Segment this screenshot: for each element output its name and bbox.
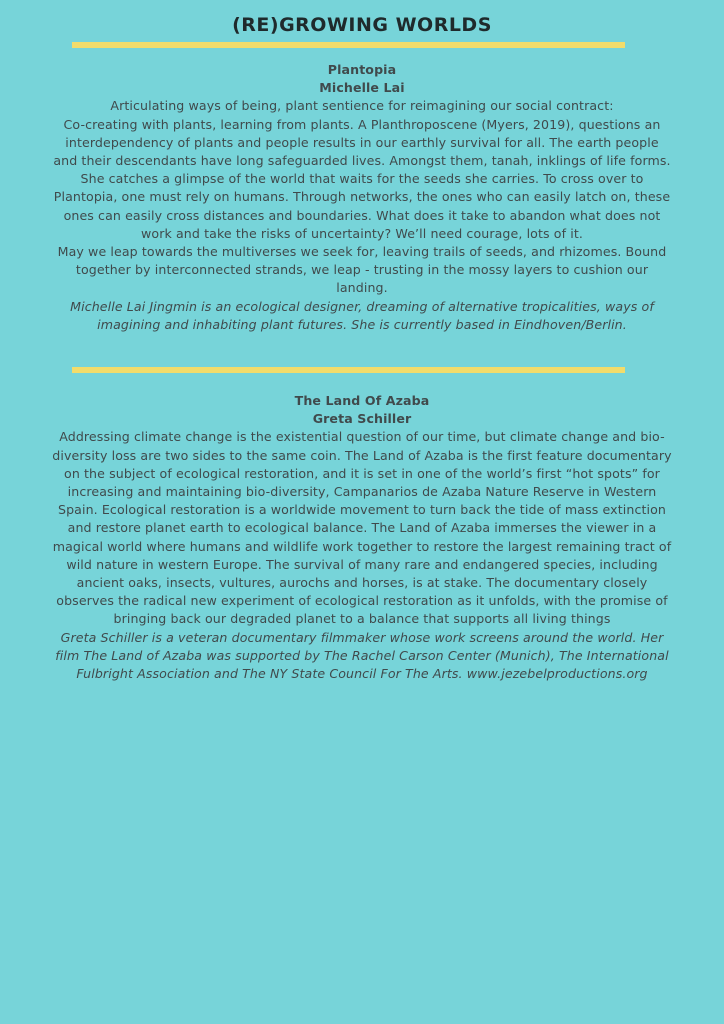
section-author: Greta Schiller	[312, 411, 412, 427]
section-paragraph: May we leap towards the multiverses we seek for, leaving trails of seeds, and rhizomes. Bound together by interconnected strands, we leap - trusting in the mossy layers to cushion our landing.	[57, 244, 667, 296]
section-plantopia	[52, 61, 672, 334]
section-land-of-azaba	[52, 392, 672, 683]
section-paragraph: Co-creating with plants, learning from plants. A Planthroposcene (Myers, 2019), questions an interdependency of plants and people results in our earthly survival for all. The earth people and their descendants have long safeguarded lives. Amongst them, tanah, inklings of life forms.	[53, 116, 671, 169]
section-author: Michelle Lai	[319, 80, 405, 96]
section-paragraph: She catches a glimpse of the world that waits for the seeds she carries. To cross over to Plantopia, one must rely on humans. Through networks, the ones who can easily latch on, these ones can easily cross distances and boundaries. What does it take to abandon what does not work and take the risks of uncertainty? We’ll need courage, lots of it.	[53, 171, 671, 241]
section-title: Plantopia	[327, 62, 397, 77]
author-bio: Greta Schiller is a veteran documentary filmmaker whose work screens around the world. Her film The Land of Azaba was supported by The Rachel Carson Center (Munich), The International Fulbright Association and The NY State Council For The Arts. www.jezebelproductions.org	[55, 629, 669, 682]
section-title: The Land Of Azaba	[294, 393, 430, 408]
page-title: (RE)GROWING WORLDS	[232, 14, 492, 36]
author-bio: Michelle Lai Jingmin is an ecological designer, dreaming of alternative tropicalities, ways of imagining and inhabiting plant futures. She is currently based in Eindhoven/Berlin.	[70, 298, 654, 332]
section-paragraph: Addressing climate change is the existential question of our time, but climate change and bio-diversity loss are two sides to the same coin. The Land of Azaba is the first feature documentary on the subject of ecological restoration, and it is set in one of the world’s first “hot spots” for increasing and maintaining bio-diversity, Campanarios de Azaba Nature Reserve in Western Spain. Ecological restoration is a worldwide movement to turn back the tide of mass extinction and restore planet earth to ecological balance. The Land of Azaba immerses the viewer in a magical world where humans and wildlife work together to restore the largest remaining tract of wild nature in western Europe. The survival of many rare and endangered species, including ancient oaks, insects, vultures, aurochs and horses, is at stake. The documentary closely observes the radical new experiment of ecological restoration as it unfolds, with the promise of bringing back our degraded planet to a balance that supports all living things	[52, 429, 672, 627]
divider-middle	[72, 367, 625, 373]
section-paragraph: Articulating ways of being, plant sentience for reimagining our social contract:	[110, 98, 614, 114]
divider-top	[72, 42, 625, 48]
